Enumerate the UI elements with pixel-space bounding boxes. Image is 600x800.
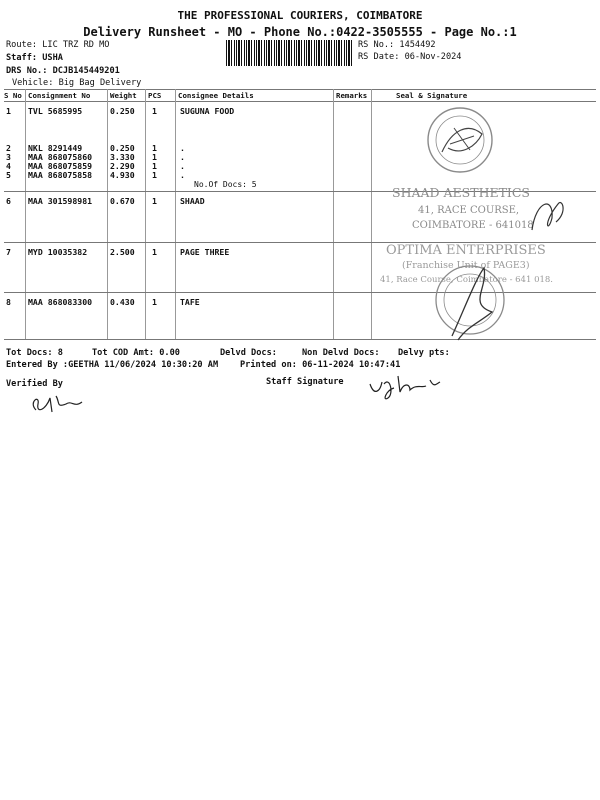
row-sno: 3 [6, 152, 11, 162]
staff-signature-label: Staff Signature [266, 377, 344, 387]
row-weight: 2.290 [110, 161, 135, 171]
row-pcs: 1 [152, 106, 157, 116]
row-pcs: 1 [152, 196, 157, 206]
row-sno: 8 [6, 297, 11, 307]
row-pcs: 1 [152, 170, 157, 180]
optima-stamp-sub: (Franchise Unit of PAGE3) [402, 260, 530, 271]
rs-number: RS No.: 1454492 [358, 40, 436, 50]
row-weight: 0.250 [110, 106, 135, 116]
col-consignment: Consignment No [28, 91, 91, 100]
runsheet-title: Delivery Runsheet - MO - Phone No.:0422-3505555 - Page No.:1 [83, 25, 517, 39]
company-name: THE PROFESSIONAL COURIERS, COIMBATORE [177, 9, 423, 22]
entered-by: Entered By :GEETHA 11/06/2024 10:30:20 AM [6, 360, 219, 370]
row-sno: 6 [6, 196, 11, 206]
col-seal: Seal & Signature [396, 91, 468, 100]
row-consignment: TVL 5685995 [28, 106, 83, 116]
row-sno: 5 [6, 170, 11, 180]
shaad-stamp-addr1: 41, RACE COURSE, [418, 205, 520, 216]
staff-signature [364, 370, 444, 406]
route-label: Route: LIC TRZ RD MO [6, 40, 110, 50]
row-sno: 4 [6, 161, 11, 171]
col-sno: S No [4, 91, 22, 100]
row-consignee: . [180, 152, 185, 162]
row-consignee: . [180, 161, 185, 171]
row-consignee: TAFE [180, 297, 200, 307]
non-delvd-docs: Non Delvd Docs: [302, 348, 380, 358]
row-consignment: MAA 301598981 [28, 196, 93, 206]
row-weight: 0.670 [110, 196, 135, 206]
staff-label: Staff: USHA [6, 53, 63, 63]
row-weight: 0.250 [110, 143, 135, 153]
rs-date: RS Date: 06-Nov-2024 [358, 52, 462, 62]
row-weight: 4.930 [110, 170, 135, 180]
col-pcs: PCS [148, 91, 162, 100]
row-consignee: . [180, 170, 185, 180]
delvd-docs: Delvd Docs: [220, 348, 277, 358]
tot-docs: Tot Docs: 8 [6, 348, 63, 358]
printed-on: Printed on: 06-11-2024 10:47:41 [240, 360, 401, 370]
delvy-pts: Delvy pts: [398, 348, 450, 358]
row-consignee: PAGE THREE [180, 247, 230, 257]
row-pcs: 1 [152, 247, 157, 257]
row-sno: 2 [6, 143, 11, 153]
drs-number: DRS No.: DCJB145449201 [6, 66, 120, 76]
row-consignment: MYD 10035382 [28, 247, 88, 257]
shaad-stamp-addr2: COIMBATORE - 641018 [412, 220, 534, 231]
optima-stamp-name: OPTIMA ENTERPRISES [386, 243, 546, 258]
row-consignment: MAA 868075860 [28, 152, 93, 162]
round-seal-icon [428, 108, 492, 172]
row-pcs: 1 [152, 152, 157, 162]
row-weight: 3.330 [110, 152, 135, 162]
col-weight: Weight [110, 91, 137, 100]
barcode [226, 40, 352, 66]
no-of-docs: No.Of Docs: 5 [194, 180, 257, 189]
row-consignment: MAA 868075859 [28, 161, 93, 171]
row-pcs: 1 [152, 143, 157, 153]
verified-by-label: Verified By [6, 379, 63, 389]
seal-stamps [372, 100, 598, 350]
tot-cod-amt: Tot COD Amt: 0.00 [92, 348, 180, 358]
row-consignment: MAA 868075858 [28, 170, 93, 180]
row-consignment: NKL 8291449 [28, 143, 83, 153]
col-consignee: Consignee Details [178, 91, 254, 100]
row-pcs: 1 [152, 297, 157, 307]
row-consignment: MAA 868083300 [28, 297, 93, 307]
row-pcs: 1 [152, 161, 157, 171]
row-consignee: . [180, 143, 185, 153]
shaad-signature [532, 203, 563, 230]
row-weight: 2.500 [110, 247, 135, 257]
row-consignee: SHAAD [180, 196, 205, 206]
row-weight: 0.430 [110, 297, 135, 307]
shaad-stamp-name: SHAAD AESTHETICS [392, 185, 530, 200]
row-sno: 7 [6, 247, 11, 257]
optima-stamp-addr: 41, Race Course, Coimbatore - 641 018. [380, 275, 553, 285]
row-consignee: SUGUNA FOOD [180, 106, 235, 116]
vehicle-label: Vehicle: Big Bag Delivery [12, 78, 142, 88]
row-sno: 1 [6, 106, 11, 116]
col-remarks: Remarks [336, 91, 368, 100]
verified-signature [26, 388, 96, 418]
